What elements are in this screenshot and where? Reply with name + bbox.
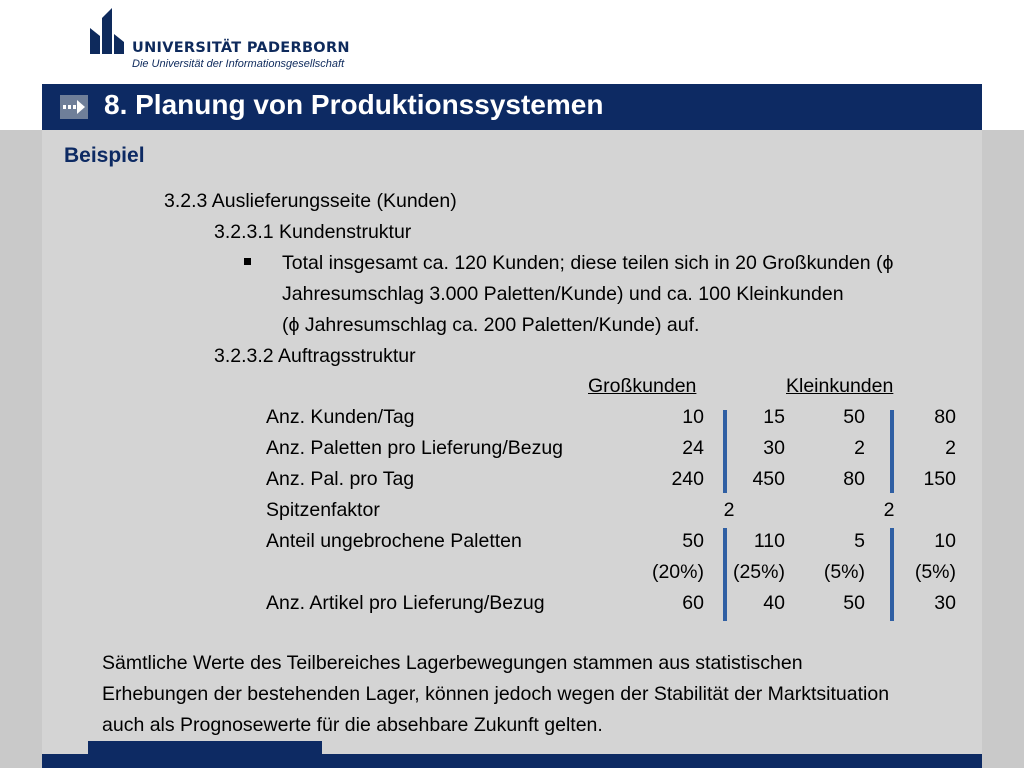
row-label: Anteil ungebrochene Paletten xyxy=(266,530,522,552)
group-header-grosskunden: Großkunden xyxy=(588,375,697,397)
group-divider xyxy=(890,410,894,493)
logo-subtitle: Die Universität der Informationsgesellschaft xyxy=(132,58,345,70)
university-logo xyxy=(88,6,350,70)
table-cell: 150 xyxy=(923,468,956,490)
table-cell: 240 xyxy=(671,468,704,490)
group-divider xyxy=(890,528,894,621)
table-cell: 50 xyxy=(682,530,704,552)
table-cell: 50 xyxy=(843,406,865,428)
table-cell: 60 xyxy=(682,592,704,614)
table-cell: 50 xyxy=(843,592,865,614)
table-cell: 40 xyxy=(763,592,785,614)
table-cell: 5 xyxy=(854,530,865,552)
logo-name: UNIVERSITÄT PADERBORN xyxy=(132,40,350,56)
table-cell: 80 xyxy=(934,406,956,428)
row-label: Spitzenfaktor xyxy=(266,499,380,521)
heading-level1: 3.2.3 Auslieferungsseite (Kunden) xyxy=(164,190,457,212)
group-divider xyxy=(723,410,727,493)
slide-title: 8. Planung von Produktionssystemen xyxy=(104,89,604,120)
table-cell: (25%) xyxy=(732,561,785,583)
row-label: Anz. Pal. pro Tag xyxy=(266,468,415,490)
table-cell: 30 xyxy=(934,592,956,614)
table-cell: 2 xyxy=(723,499,735,521)
bullet-marker xyxy=(244,258,251,265)
heading-level2: 3.2.3.1 Kundenstruktur xyxy=(214,221,412,243)
table-cell: 2 xyxy=(854,437,865,459)
row-label: Anz. Artikel pro Lieferung/Bezug xyxy=(266,592,545,614)
section-heading: Beispiel xyxy=(64,144,145,167)
footer-bar xyxy=(42,754,982,768)
university-logo-icon xyxy=(88,6,128,56)
table-cell: 24 xyxy=(682,437,704,459)
paragraph-line-3: auch als Prognosewerte für die absehbare Zukunft gelten. xyxy=(102,714,603,736)
bullet-line-3: (ϕ Jahresumschlag ca. 200 Paletten/Kunde) auf. xyxy=(282,314,700,336)
table-cell: 10 xyxy=(682,406,704,428)
group-header-kleinkunden: Kleinkunden xyxy=(786,375,894,397)
table-cell: 2 xyxy=(883,499,895,521)
bullet-line-1: Total insgesamt ca. 120 Kunden; diese teilen sich in 20 Großkunden (ϕ xyxy=(282,252,894,274)
row-label: Anz. Paletten pro Lieferung/Bezug xyxy=(266,437,564,459)
table-cell: 80 xyxy=(843,468,865,490)
table-cell: 10 xyxy=(934,530,956,552)
table-cell: 110 xyxy=(753,530,785,552)
table-cell: 2 xyxy=(945,437,956,459)
table-cell: (5%) xyxy=(914,561,956,583)
heading-level3: 3.2.3.2 Auftragsstruktur xyxy=(214,345,416,367)
bullet-line-2: Jahresumschlag 3.000 Paletten/Kunde) und ca. 100 Kleinkunden xyxy=(282,283,844,305)
table-cell: 15 xyxy=(763,406,785,428)
table-cell: 450 xyxy=(752,468,785,490)
row-label: Anz. Kunden/Tag xyxy=(266,406,415,428)
paragraph-line-2: Erhebungen der bestehenden Lager, können jedoch wegen der Stabilität der Marktsituation xyxy=(102,683,890,705)
table-cell: (5%) xyxy=(823,561,865,583)
paragraph-line-1: Sämtliche Werte des Teilbereiches Lagerbewegungen stammen aus statistischen xyxy=(102,652,803,674)
table-cell: (20%) xyxy=(651,561,704,583)
footer-accent xyxy=(88,741,322,754)
group-divider xyxy=(723,528,727,621)
title-bar xyxy=(42,84,982,130)
table-cell: 30 xyxy=(763,437,785,459)
arrow-icon xyxy=(60,95,88,119)
